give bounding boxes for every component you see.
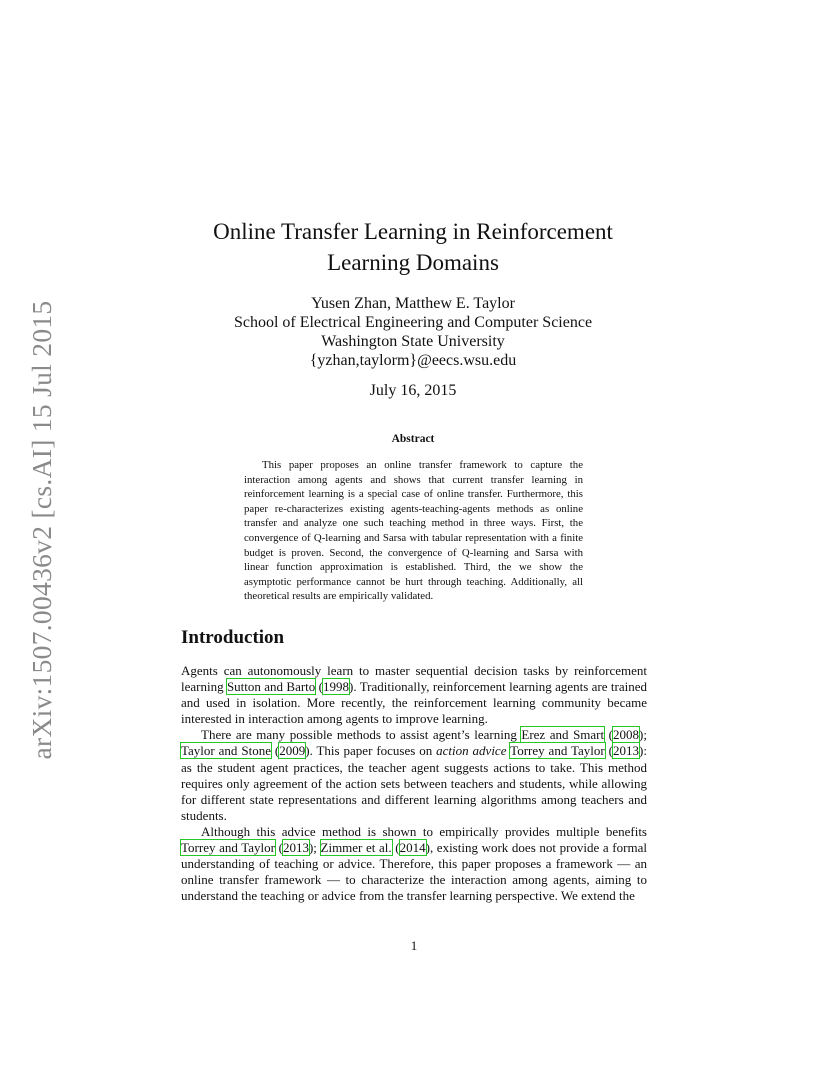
text-run: ; bbox=[643, 727, 647, 743]
text-run: ; bbox=[313, 840, 321, 856]
citation-year-2009[interactable]: 2009 bbox=[279, 743, 306, 759]
citation-zimmer-et-al[interactable]: Zimmer et al. bbox=[320, 840, 392, 856]
text-run: : as the student agent practices, the teacher agent suggests actions to take. This method requires only agreement of the action sets between teachers and students, while allowing for different state representations and different learning algorithms among teachers and students. bbox=[181, 743, 647, 823]
citation-sutton-barto[interactable]: Sutton and Barto bbox=[226, 679, 316, 695]
section-heading-introduction: Introduction bbox=[181, 627, 285, 648]
text-run: . Traditionally, reinforcement learning agents are trained and used in isolation. More recently, the reinforcement learning community became interested in interaction among agents to improve learning. bbox=[181, 679, 647, 727]
text-run: There are many possible methods to assist agent’s learning bbox=[201, 727, 522, 743]
text-run: , existing work does not provide a formal understanding of teaching or advice. Therefore, this paper proposes a framework — an online transfer framework — to characterize the interaction among agents, aiming to understand the teaching or advice from the transfer learning perspective. We extend the bbox=[181, 840, 647, 904]
page-number: 1 bbox=[410, 938, 418, 953]
author-email: {yzhan,taylorm}@eecs.wsu.edu bbox=[309, 352, 517, 369]
abstract-heading: Abstract bbox=[391, 433, 435, 445]
citation-year-2008[interactable]: 2008 bbox=[613, 727, 640, 743]
citation-year-1998[interactable]: 1998 bbox=[322, 679, 349, 695]
arxiv-identifier-stamp bbox=[22, 300, 62, 760]
paper-title-line-1: Online Transfer Learning in Reinforcement bbox=[213, 219, 613, 244]
author-names: Yusen Zhan, Matthew E. Taylor bbox=[311, 295, 515, 312]
citation-taylor-stone[interactable]: Taylor and Stone bbox=[181, 743, 271, 759]
text-run: Agents can autonomously learn to master sequential decision tasks by reinforcement learning bbox=[181, 663, 647, 695]
intro-paragraph-3: Although this advice method is shown to empirically provides multiple benefits Torrey and Taylor (2013); Zimmer et al. (2014), existing work does not provide a formal understanding of teaching or advice. Therefore, this paper proposes a framework — an online transfer framework — to characterize the interaction among agents, aiming to understand the teaching or advice from the transfer learning perspective. We extend the bbox=[181, 823, 647, 904]
abstract-body bbox=[244, 458, 583, 604]
citation-erez-smart[interactable]: Erez and Smart bbox=[521, 727, 605, 743]
paper-title-line-2: Learning Domains bbox=[327, 250, 499, 275]
emphasis-action-advice: action advice bbox=[436, 743, 507, 759]
text-run: Although this advice method is shown to empirically provides multiple benefits bbox=[201, 823, 647, 839]
paper-title bbox=[180, 216, 646, 278]
affiliation-school: School of Electrical Engineering and Computer Science bbox=[233, 314, 593, 331]
citation-year-2013-b[interactable]: 2013 bbox=[282, 840, 309, 856]
citation-year-2014[interactable]: 2014 bbox=[399, 840, 426, 856]
text-run: . This paper focuses on bbox=[309, 743, 437, 759]
author-block bbox=[180, 294, 646, 370]
paper-date: July 16, 2015 bbox=[369, 382, 457, 399]
citation-torrey-taylor[interactable]: Torrey and Taylor bbox=[510, 743, 605, 759]
introduction-body bbox=[181, 663, 647, 904]
arxiv-identifier-text: arXiv:1507.00436v2 [cs.AI] 15 Jul 2015 bbox=[26, 300, 57, 760]
citation-year-2013[interactable]: 2013 bbox=[613, 743, 639, 759]
intro-paragraph-1: Agents can autonomously learn to master sequential decision tasks by reinforcement learning Sutton and Barto (1998). Traditionally, reinforcement learning agents are trained and used in isolation. More recently, the reinforcement learning community became interested in interaction among agents to improve learning. bbox=[181, 663, 647, 727]
citation-torrey-taylor-2[interactable]: Torrey and Taylor bbox=[181, 840, 275, 856]
affiliation-university: Washington State University bbox=[321, 333, 505, 350]
intro-paragraph-2: There are many possible methods to assist agent’s learning Erez and Smart (2008); Taylor and Stone (2009). This paper focuses on action advice Torrey and Taylor (2013): as the student agent practices, the teacher agent suggests actions to take. This method requires only agreement of the action sets between teachers and students, while allowing for different state representations and different learning algorithms among teachers and students. bbox=[181, 727, 647, 823]
abstract-text: This paper proposes an online transfer framework to capture the interaction among agents and shows that current transfer learning in reinforcement learning is a special case of online transfer. Furthermore, this paper re-characterizes existing agents-teaching-agents methods as online transfer and analyze one such teaching method in three ways. First, the convergence of Q-learning and Sarsa with tabular representation with a finite budget is proven. Second, the convergence of Q-learning and Sarsa with linear function approximation is established. Third, the we show the asymptotic performance cannot be hurt through teaching. Additionally, all theoretical results are empirically validated. bbox=[244, 459, 583, 603]
